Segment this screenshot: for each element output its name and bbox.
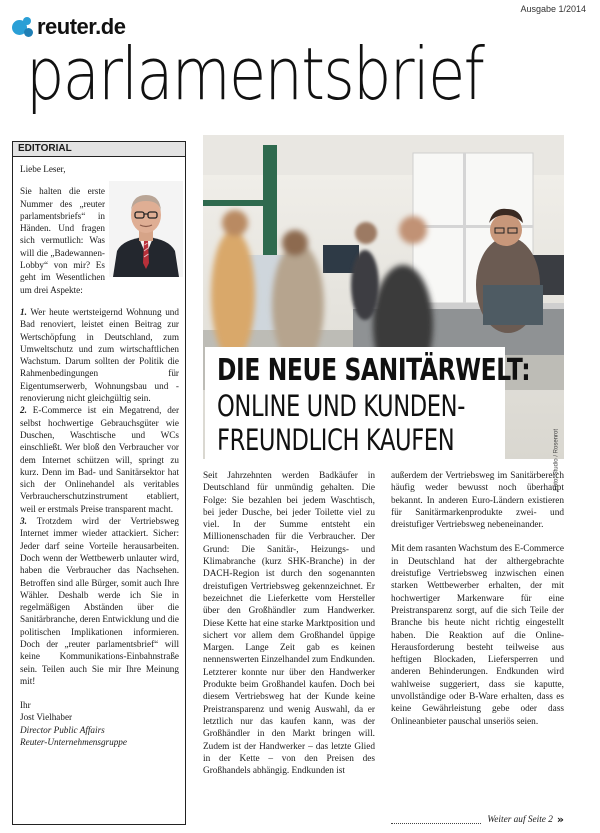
editorial-greeting: Liebe Leser, [20,164,66,174]
signature-author: Jost Vielhaber [20,712,73,723]
article-col2-para-1: außerdem der Vertriebsweg im Sanitärbereich häufig weder bewusst noch überhaupt bekannt. In anderen Euro-Ländern existieren für Sanitärmarkenprodukte zwei- und dreistufiger Vertriebsweg nebeneinander. [391,471,564,531]
continued-label: Weiter auf Seite 2 [487,814,553,825]
headline-line-2: ONLINE UND KUNDEN- [217,389,465,423]
author-portrait [109,181,183,277]
editorial-point-3: 3. Trotzdem wird der Vertriebsweg Internet immer wieder attackiert. Sicher: Jeder darf seine Vorteile herausarbeiten. Doch wenn der Wettbewerb unlauter wird, haben die Verbraucher das Nachsehen. Betroffen sind alle Bürger, somit auch Ihre Wähler. Deshalb werde ich Sie in regelmäßigen Abständen über die Sanitärbranche, deren Entwicklung und die politischen Implikationen informieren. Doch der „reuter parlamentsbrief“ will keine Kommunikations-Einbahnstraße sein. Teilen auch Sie mir Ihre Meinung mit! [20,516,179,686]
editorial-box [12,141,186,825]
editorial-body [13,157,185,748]
leader-dots [391,816,481,824]
headline-line-3: FREUNDLICH KAUFEN [217,423,455,457]
signature-role: Director Public Affairs [20,724,105,735]
headline-line-1: DIE NEUE SANITÄRWELT: [217,353,531,388]
headline-box [205,347,531,459]
signature-company: Reuter-Unternehmensgruppe [20,737,127,748]
logo-text: reuter.de [37,14,126,39]
masthead-title: parlamentsbrief [26,32,484,116]
signature-closing: Ihr [20,700,31,711]
photo-credit: Foto: Studio / Rosenrot [554,429,560,491]
article-column-1 [203,470,375,777]
editorial-label: EDITORIAL [13,142,185,157]
editorial-point-1: 1. Wer heute wertsteigernd Wohnung und Bad renoviert, leistet einen Beitrag zur Wertschöpfung in Deutschland, zum Umweltschutz und zum wirtschaftlichen Wachstum. Darum sollten der Politik die Rahmenbedingungen für Eigentumserwerb, Wohnungsbau und -renovierung nicht gleichgültig sein. [20,306,179,404]
article-col2-para-2: Mit dem rasanten Wachstum des E-Commerce in Deutschland hat der althergebrachte dreistufige Vertriebsweg inzwischen einen starken Wettbewerber erhalten, der mit hochwertiger Markenware für eine Preistransparenz sorgt, auf die sich Teile der Branche bis heute nicht richtig eingestellt haben. Die Reaktion auf die Online-Herausforderung besteht teilweise aus heftigen Blockaden, Liefersperren und anderen Behinderungen. Endkunden wird wahlweise suggeriert, dass sie kaputte, unvollständige oder B-Ware erhalten, dass es keine Gewährleistung gebe oder dass Onlineanbieter pauschal unseriös seien. [391,544,564,727]
editorial-intro: Sie halten die erste Nummer des „reuter parlamentsbriefs“ in Händen. Und fragen sich vermutlich: Was will die „Badewannen-Lobby“ von mir? Es geht im Wesentlichen um drei Aspekte: [20,186,105,295]
article-col1-text: Seit Jahrzehnten werden Badkäufer in Deutschland für unmündig gehalten. Die Folge: Sie bezahlen bei jedem Waschtisch, bei jeder Dusche, bei jeder Toilette viel zu viel. In der Summe entsteht ein Millionenschaden für die Verbraucher. Der Grund: Die Sanitär-, Heizungs- und Klimabranche (kurz SHK-Branche) in der DACH-Region ist durch den sogenannten dreistufigen Vertriebsweg gekennzeichnet. Er bezeichnet die Lieferkette vom Hersteller über den Großhändler zum Handwerker. Diese Kette hat eine starke Marktposition und sichert vor allem dem Großhandel üppige Margen. Lange Zeit gab es keinen nennenswerten Einzelhandel zum Endkunden. Letzterer konnte nur über den Handwerker Produkte beim Großhandel kaufen. Doch bei diesem Vertriebsweg hat der Kunde keine Preistransparenz und wenig Auswahl, da er letztlich nur das kaufen kann, was der Großhändler in den Markt bringen will. Zudem ist der Handwerker – das letzte Glied in der Kette – von den Preisen des Großhandels abhängig. Endkunden ist [203,471,375,777]
article-column-2 [391,470,564,728]
double-chevron-right-icon: » [556,813,564,826]
issue-number: Ausgabe 1/2014 [520,4,586,14]
continued-link[interactable] [391,813,564,826]
editorial-point-2: 2. E-Commerce ist ein Megatrend, der selbst hochwertige Gebrauchsgüter wie Duschen, Waschtische und WCs einschließt. Wer bloß den Verbraucher vor dem Internet schützen will, springt zu kurz. Denn im Bad- und Sanitärsektor hat sich der Onlinehandel als veritables Verbraucherschutzinstrument etabliert, weil er erstmals Preise transparent macht. [20,405,180,514]
